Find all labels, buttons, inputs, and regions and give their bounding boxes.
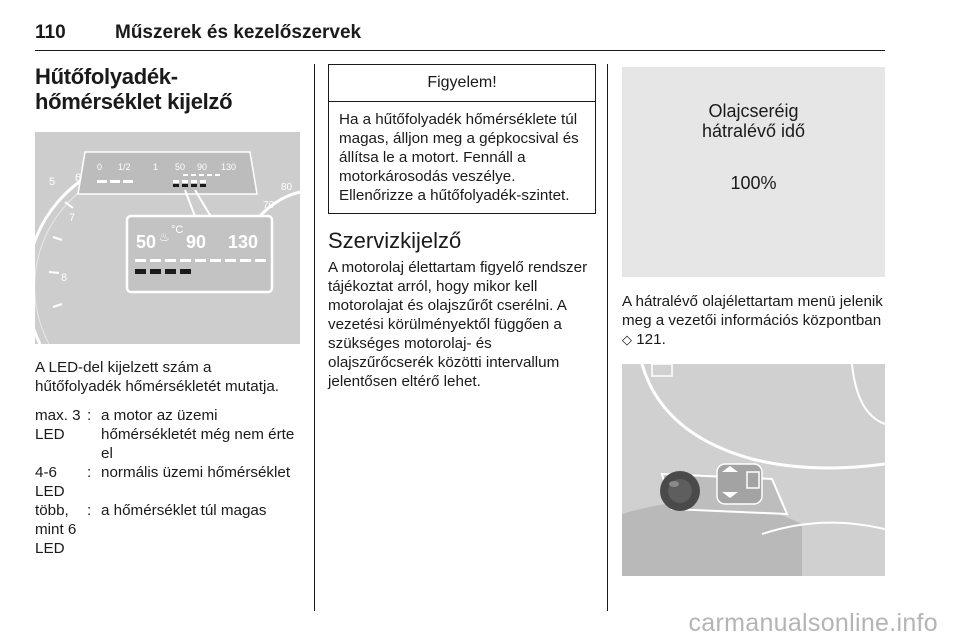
oil-life-sentence: A hátralévő olajélettartam menü jelenik meg a vezetői információs központban bbox=[622, 293, 883, 329]
warning-text: Ha a hűtőfolyadék hőmérséklete túl magas, álljon meg a gépkocsival és állítsa le a motort. Fennáll a motorkárosodás veszélye. Ellenőrizze a hűtőfolyadék-szintet. bbox=[339, 111, 579, 204]
gauge-scale-large-50: 50 bbox=[136, 232, 157, 252]
definition-row bbox=[35, 406, 300, 463]
definition-description: a hőmérséklet túl magas bbox=[101, 502, 267, 519]
section-title-coolant: Hűtőfolyadék-hőmérséklet kijelző bbox=[35, 64, 233, 114]
definition-colon: : bbox=[87, 502, 92, 519]
page-number: 110 bbox=[35, 22, 66, 43]
dial-number-80: 80 bbox=[281, 182, 293, 193]
definition-description: a motor az üzemi hőmérsékletét még nem érte el bbox=[101, 407, 295, 462]
watermark: carmanualsonline.info bbox=[688, 609, 938, 637]
section-title-service: Szervizkijelző bbox=[328, 228, 462, 253]
column-coolant bbox=[35, 64, 300, 558]
definition-term: 4-6 LED bbox=[35, 464, 65, 500]
definition-colon: : bbox=[87, 407, 92, 424]
page-reference-icon: ◇ bbox=[622, 332, 632, 347]
oil-life-text bbox=[622, 292, 887, 349]
column-divider-2 bbox=[607, 64, 608, 611]
page-header bbox=[35, 14, 885, 51]
gauge-scale-small-half: 1/2 bbox=[118, 162, 131, 172]
warning-title: Figyelem! bbox=[329, 65, 595, 102]
oil-life-display bbox=[622, 67, 885, 277]
column-service bbox=[328, 64, 596, 391]
display-line1: Olajcseréig bbox=[708, 101, 799, 121]
dial-number-5: 5 bbox=[49, 176, 56, 188]
definition-term: több, mint 6 LED bbox=[35, 502, 77, 557]
steering-lever-image bbox=[622, 364, 885, 576]
definition-row bbox=[35, 463, 300, 501]
definition-description: normális üzemi hőmérséklet bbox=[101, 464, 291, 481]
thermometer-icon: ♨ bbox=[159, 230, 170, 244]
warning-box bbox=[328, 64, 596, 214]
service-text: A motorolaj élettartam figyelő rendszer tájékoztat arról, hogy mikor kell motorolajat és olajszűrőt cserélni. A vezetési körülményektől függően a szükséges motorolaj- és olajszűrőcserék közötti intervallum jelentősen eltérő lehet. bbox=[328, 259, 588, 390]
gauge-scale-large-130: 130 bbox=[228, 232, 259, 252]
definition-row bbox=[35, 501, 300, 558]
page-reference: 121. bbox=[636, 331, 666, 348]
gauge-scale-small-130: 130 bbox=[221, 162, 237, 172]
wiper-stalk-illustration bbox=[622, 364, 885, 576]
gauge-scale-small-1: 1 bbox=[153, 162, 159, 172]
dial-number-8: 8 bbox=[61, 272, 68, 284]
display-value: 100% bbox=[730, 173, 777, 193]
display-line2: hátralévő idő bbox=[701, 121, 806, 141]
led-definition-list bbox=[35, 406, 300, 558]
dial-number-6: 6 bbox=[75, 172, 82, 184]
definition-colon: : bbox=[87, 464, 92, 481]
gauge-scale-small-90: 90 bbox=[197, 162, 208, 172]
chapter-title: Műszerek és kezelőszervek bbox=[115, 22, 362, 43]
gauge-scale-small-0: 0 bbox=[97, 162, 103, 172]
column-divider-1 bbox=[314, 64, 315, 611]
gauge-unit: °C bbox=[171, 224, 184, 236]
dial-number-7: 7 bbox=[69, 212, 76, 224]
definition-term: max. 3 LED bbox=[35, 407, 81, 443]
dial-number-70: 70 bbox=[263, 200, 275, 211]
coolant-gauge-image bbox=[35, 132, 300, 344]
coolant-intro: A LED-del kijelzett szám a hűtőfolyadék hőmérsékletét mutatja. bbox=[35, 359, 279, 395]
gauge-scale-large-90: 90 bbox=[186, 232, 207, 252]
column-oil-life bbox=[622, 64, 887, 576]
gauge-scale-small-50: 50 bbox=[175, 162, 186, 172]
